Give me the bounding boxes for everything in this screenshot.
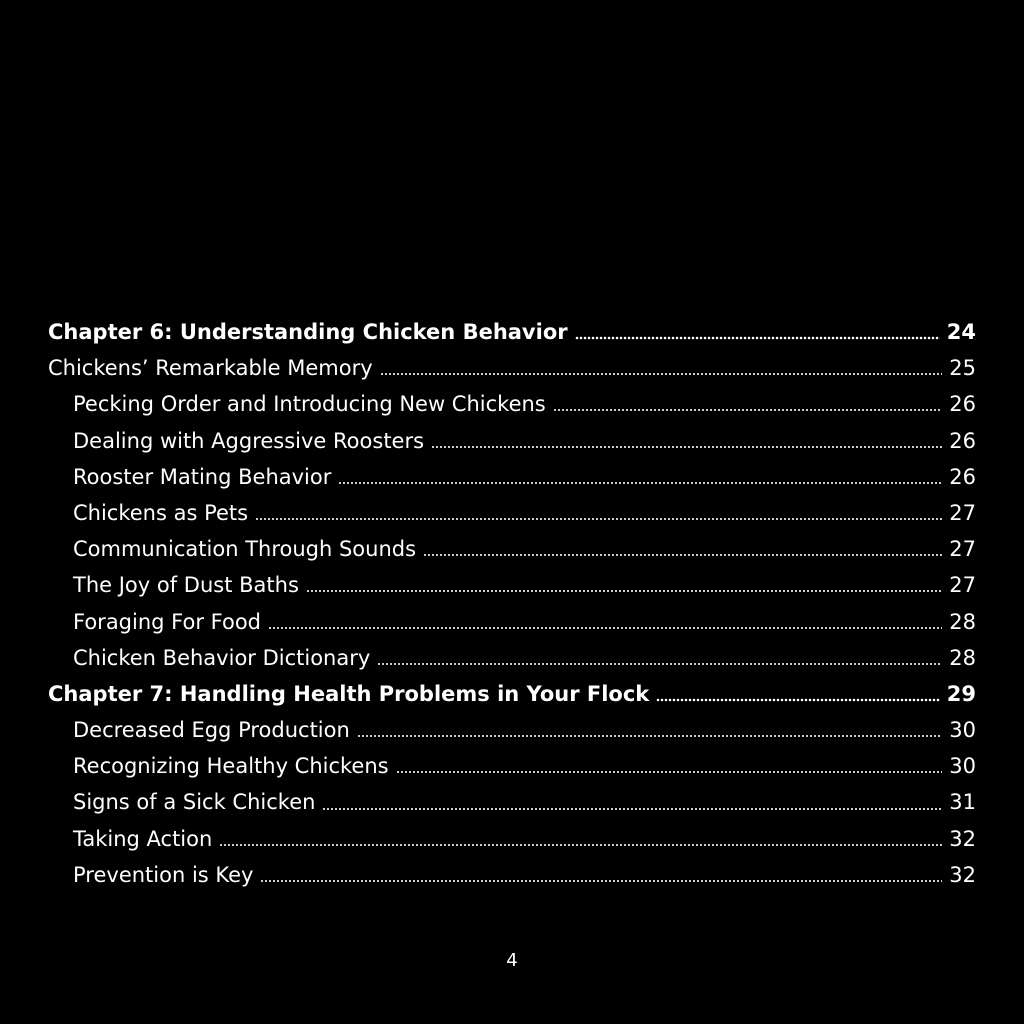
toc-entry-title: Rooster Mating Behavior [73,464,332,489]
toc-entry-taking-action[interactable] [48,821,976,857]
toc-entry-title: Chapter 7: Handling Health Problems in Your Flock [48,681,650,706]
toc-entry-page: 27 [949,500,976,525]
toc-entry-behavior-dictionary[interactable] [48,640,976,676]
dot-leader [322,807,942,811]
toc-entry-title: Prevention is Key [73,862,254,887]
toc-entry-title: Chapter 6: Understanding Chicken Behavior [48,320,568,344]
toc-entry-communication-sounds[interactable] [48,531,976,567]
toc-entry-foraging[interactable] [48,604,976,640]
toc-entry-chickens-as-pets[interactable] [48,495,976,531]
toc-entry-page: 30 [949,754,976,779]
toc-entry-page: 28 [949,609,976,634]
toc-entry-title: Chickens’ Remarkable Memory [48,356,373,381]
toc-entry-chapter-6[interactable] [48,314,976,350]
toc-entry-page: 28 [949,645,976,670]
toc-entry-page: 30 [949,718,976,743]
toc-entry-title: Taking Action [73,826,213,851]
page-number: 4 [506,950,518,971]
dot-leader [219,843,942,847]
dot-leader [380,372,943,376]
toc-entry-decreased-egg-production[interactable] [48,712,976,748]
toc-entry-rooster-mating[interactable] [48,459,976,495]
toc-entry-chickens-remarkable-memory[interactable] [48,350,976,386]
toc-entry-page: 26 [949,464,976,489]
dot-leader [656,698,940,702]
dot-leader [268,626,942,630]
toc-entry-sick-chicken[interactable] [48,784,976,820]
toc-entry-page: 32 [949,826,976,851]
dot-leader [431,445,942,449]
toc-entry-page: 24 [946,320,976,344]
toc-entry-pecking-order[interactable] [48,386,976,422]
toc-entry-title: Decreased Egg Production [73,718,350,743]
dot-leader [396,770,943,774]
dot-leader [553,408,943,412]
dot-leader [575,336,940,340]
toc-entry-title: Communication Through Sounds [73,537,417,562]
toc-entry-title: The Joy of Dust Baths [73,573,299,598]
dot-leader [338,481,942,485]
dot-leader [260,879,942,883]
toc-entry-prevention[interactable] [48,857,976,893]
dot-leader [357,734,942,738]
dot-leader [377,662,942,666]
toc-entry-title: Foraging For Food [73,609,262,634]
toc-entry-page: 25 [949,356,976,381]
toc-entry-page: 26 [949,392,976,417]
dot-leader [306,589,942,593]
toc-entry-title: Chickens as Pets [73,500,249,525]
toc-entry-page: 29 [946,681,976,706]
dot-leader [255,517,942,521]
toc-entry-dust-baths[interactable] [48,567,976,603]
toc-entry-title: Recognizing Healthy Chickens [73,754,389,779]
toc-entry-page: 31 [949,790,976,815]
toc-entry-title: Pecking Order and Introducing New Chickens [73,392,546,417]
toc-entry-title: Signs of a Sick Chicken [73,790,316,815]
dot-leader [423,553,942,557]
toc-entry-title: Chicken Behavior Dictionary [73,645,371,670]
toc-entry-chapter-7[interactable] [48,676,976,712]
toc-entry-aggressive-roosters[interactable] [48,423,976,459]
toc-entry-title: Dealing with Aggressive Roosters [73,428,425,453]
table-of-contents [48,314,976,893]
toc-entry-healthy-chickens[interactable] [48,748,976,784]
toc-entry-page: 27 [949,537,976,562]
toc-entry-page: 26 [949,428,976,453]
toc-entry-page: 27 [949,573,976,598]
toc-entry-page: 32 [949,862,976,887]
